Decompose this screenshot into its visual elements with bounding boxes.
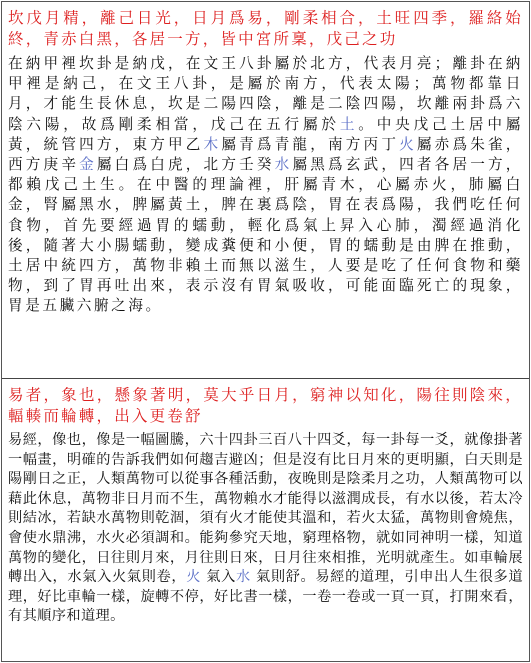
section-heading: 易者，象也，懸象著明，莫大乎日月，窮神以知化，陽往則陰來，輻輳而輪轉，出入更卷舒 xyxy=(8,386,523,425)
element-character: 土 xyxy=(339,115,359,133)
text-run: 屬赤爲朱雀，西方庚辛 xyxy=(8,135,523,174)
element-character: 火 xyxy=(186,569,202,586)
section-yi-xiang xyxy=(2,379,529,663)
text-run: 。中央戊己土居中屬黃，統管四方，東方甲乙 xyxy=(8,115,523,153)
text-run: 氣則舒。易經的道理，引申出人生很多道理，好比車輪一樣，旋轉不停，好比書一樣，一卷一卷或一頁一頁，打開來看，有其順序和道理。 xyxy=(8,569,523,625)
element-character: 金 xyxy=(79,156,97,174)
document-page xyxy=(1,1,530,662)
text-run: 氣入 xyxy=(201,569,236,586)
text-run: 易經，像也，像是一幅圖騰，六十四卦三百八十四爻，每一卦每一爻，就像掛著一幅畫，明確的告訴我們如何趨吉避凶；但是沒有比日月來的更明顯，白天則是陽剛日之正，人類萬物可以從事各種活動，夜晚則是陰柔月之功，人類萬物可以藉此休息，萬物非日月而不生，萬物賴水才能得以滋潤成長，有水以後，若太冷則結冰，若缺水萬物則乾涸，須有火才能使其溫和，若火太猛，萬物則會燒焦，會使水鼎沸，水火必須調和。能夠參究天地，窮理格物，就如同神明一樣，知道萬物的變化，日往則月來，月往則日來，日月往來相推，光明就產生。如車輪展轉出入，水氣入火氣則卷， xyxy=(8,432,523,586)
section-paragraph xyxy=(8,54,523,317)
text-run: 屬黑爲玄武，四者各居一方，都賴戊己土生。在中醫的理論裡，肝屬青木，心屬赤火，肺屬白金，腎屬黑水，脾屬黃土，脾在裏爲陰，胃在表爲陽，我們吃任何食物，首先要經過胃的蠕動，輕化爲氣上昇入心肺，濁經過消化後，隨著大小腸蠕動，變成糞便和小便，胃的蠕動是由脾在推動，土居中統四方，萬物非賴土而無以滋生，人要是吃了任何食物和藥物，到了胃再吐出來，表示沒有胃氣吸收，可能面臨死亡的現象，胃是五臟六腑之海。 xyxy=(8,156,523,315)
text-run: 屬白爲白虎，北方壬癸 xyxy=(96,156,275,174)
text-run: 在納甲裡坎卦是納戊，在文王八卦屬於北方，代表月亮；離卦在納甲裡是納己，在文王八卦，是屬於南方，代表太陽；萬物都靠日月，才能生長休息，坎是二陽四陰，離是二陰四陽，坎離兩卦爲六陰六陽，故爲剛柔相當，戊己在五行屬於 xyxy=(8,55,523,133)
text-run: 屬青爲青龍，南方丙丁 xyxy=(221,135,400,153)
element-character: 水 xyxy=(274,156,293,174)
element-character: 火 xyxy=(399,135,417,153)
section-kan-li xyxy=(2,2,529,379)
element-character: 木 xyxy=(203,135,222,153)
section-paragraph xyxy=(8,431,523,627)
element-character: 水 xyxy=(235,569,251,586)
section-heading: 坎戊月精，離己日光，日月爲易，剛柔相合，土旺四季，羅絡始終，青赤白黑，各居一方，皆中宮所稟，戊己之功 xyxy=(8,9,523,48)
